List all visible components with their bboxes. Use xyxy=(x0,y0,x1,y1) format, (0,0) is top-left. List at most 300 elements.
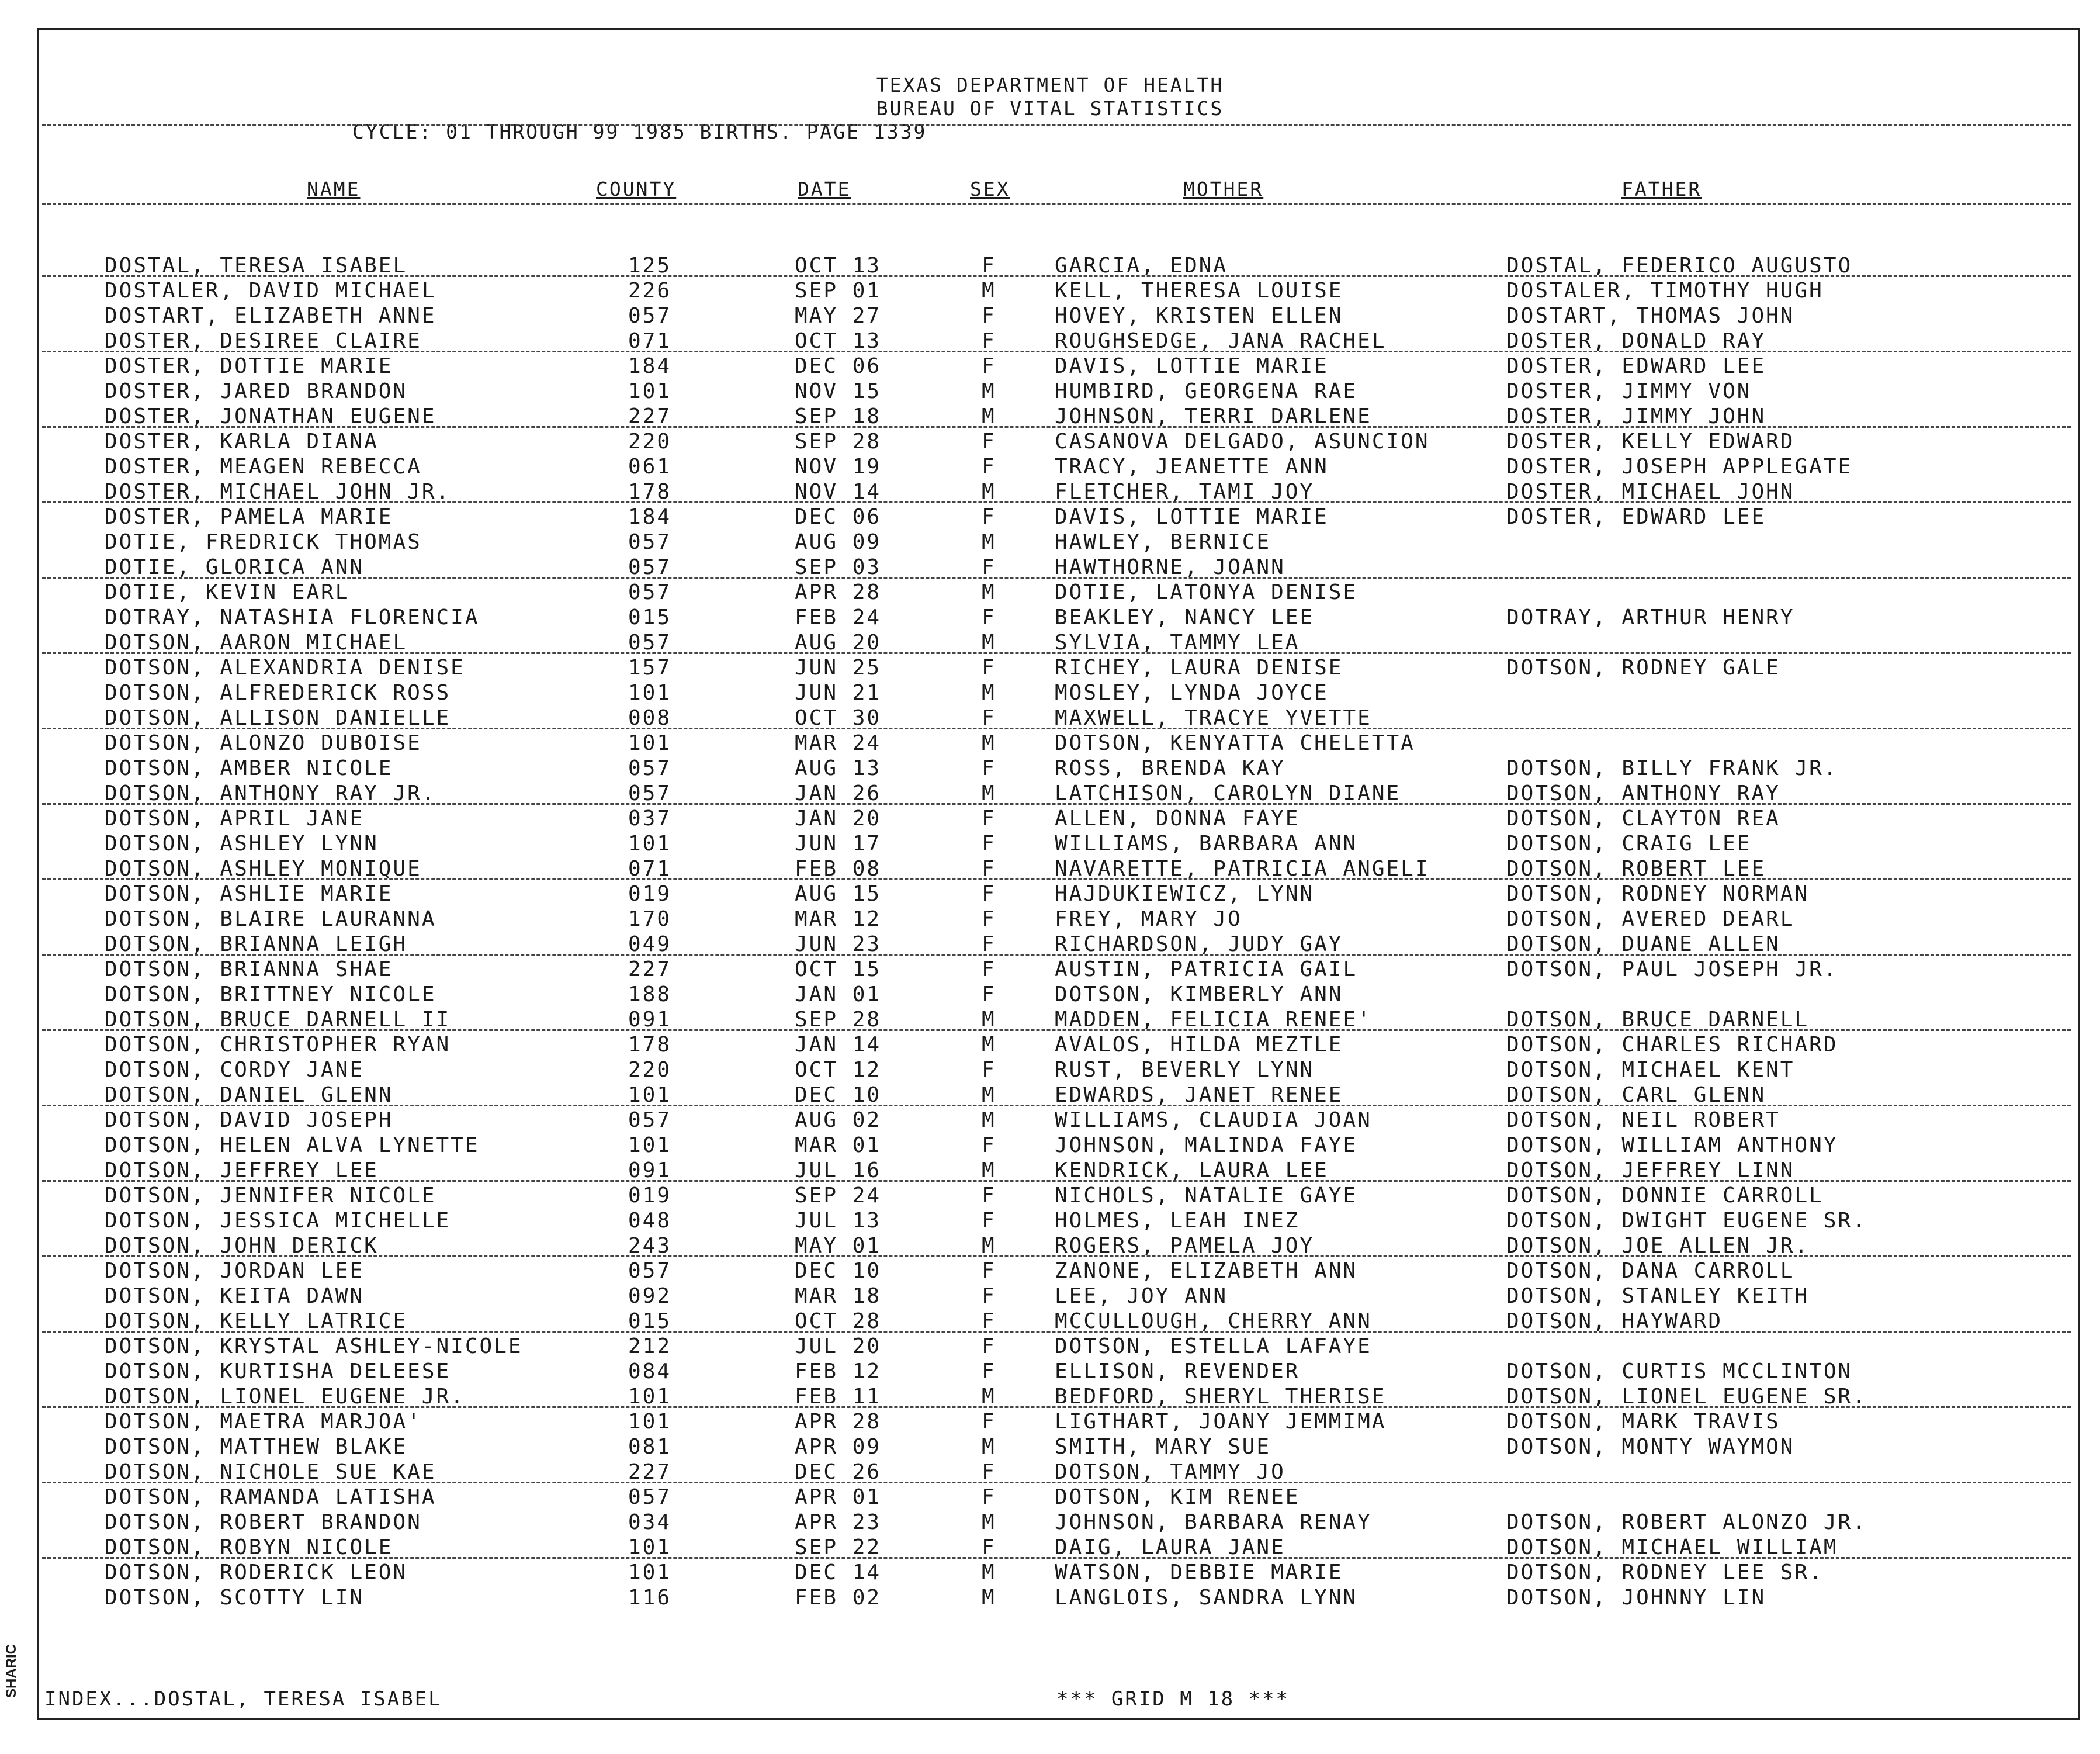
table-row xyxy=(0,530,2100,555)
cell-sex: M xyxy=(982,1234,996,1258)
cell-county: 178 xyxy=(628,480,672,504)
table-row xyxy=(0,379,2100,404)
cell-county: 184 xyxy=(628,505,672,529)
cell-sex: F xyxy=(982,1209,996,1233)
cell-father: DOSTER, JIMMY VON xyxy=(1506,379,1752,403)
cell-date: DEC 10 xyxy=(795,1083,882,1107)
cell-name: DOTSON, RODERICK LEON xyxy=(105,1561,408,1585)
department-title: TEXAS DEPARTMENT OF HEALTH xyxy=(876,74,1224,96)
cell-date: JUN 25 xyxy=(795,656,882,680)
cell-date: AUG 02 xyxy=(795,1108,882,1132)
row-group-rule xyxy=(42,1331,2071,1333)
cell-date: AUG 20 xyxy=(795,631,882,655)
cell-father: DOTSON, HAYWARD xyxy=(1506,1309,1723,1333)
table-row xyxy=(0,1359,2100,1384)
cell-sex: M xyxy=(982,681,996,705)
cell-mother: RUST, BEVERLY LYNN xyxy=(1055,1058,1315,1082)
cell-name: DOTSON, ALEXANDRIA DENISE xyxy=(105,656,465,680)
cell-name: DOTSON, DANIEL GLENN xyxy=(105,1083,393,1107)
cell-sex: M xyxy=(982,731,996,755)
cell-name: DOTSON, ASHLEY LYNN xyxy=(105,832,379,856)
cell-name: DOTSON, BRIANNA LEIGH xyxy=(105,932,408,956)
table-row xyxy=(0,1284,2100,1309)
cell-county: 061 xyxy=(628,455,672,479)
cell-date: MAR 18 xyxy=(795,1284,882,1308)
cell-name: DOTSON, KEITA DAWN xyxy=(105,1284,365,1308)
cell-father: DOTSON, BRUCE DARNELL xyxy=(1506,1008,1810,1032)
cell-father: DOTSON, DUANE ALLEN xyxy=(1506,932,1780,956)
table-row xyxy=(0,1208,2100,1233)
table-row xyxy=(0,1510,2100,1535)
cell-mother: HAWTHORNE, JOANN xyxy=(1055,555,1285,579)
col-header-date: DATE xyxy=(798,178,851,200)
cell-mother: ELLISON, REVENDER xyxy=(1055,1359,1300,1383)
row-group-rule xyxy=(42,1029,2071,1031)
cell-county: 057 xyxy=(628,756,672,780)
cell-mother: DOTSON, KIM RENEE xyxy=(1055,1485,1300,1509)
cell-father: DOTSON, WILLIAM ANTHONY xyxy=(1506,1133,1838,1157)
cell-name: DOTSON, RAMANDA LATISHA xyxy=(105,1485,436,1509)
table-row xyxy=(0,1082,2100,1108)
cell-sex: M xyxy=(982,279,996,303)
cell-mother: NAVARETTE, PATRICIA ANGELI xyxy=(1055,857,1430,881)
cell-name: DOTSON, HELEN ALVA LYNETTE xyxy=(105,1133,480,1157)
cell-name: DOTSON, JESSICA MICHELLE xyxy=(105,1209,451,1233)
cell-father: DOTSON, ROBERT LEE xyxy=(1506,857,1766,881)
cell-mother: BEAKLEY, NANCY LEE xyxy=(1055,606,1315,629)
cell-county: 101 xyxy=(628,681,672,705)
cell-name: DOSTER, PAMELA MARIE xyxy=(105,505,393,529)
cell-county: 101 xyxy=(628,832,672,856)
cell-date: OCT 15 xyxy=(795,957,882,981)
cell-date: JUL 16 xyxy=(795,1158,882,1182)
cell-mother: WATSON, DEBBIE MARIE xyxy=(1055,1561,1343,1585)
cell-mother: FREY, MARY JO xyxy=(1055,907,1242,931)
cell-name: DOSTER, MICHAEL JOHN JR. xyxy=(105,480,451,504)
table-row xyxy=(0,404,2100,429)
cell-date: APR 23 xyxy=(795,1510,882,1534)
cell-sex: F xyxy=(982,656,996,680)
row-group-rule xyxy=(42,1406,2071,1408)
row-group-rule xyxy=(42,954,2071,956)
cell-mother: HAWLEY, BERNICE xyxy=(1055,530,1271,554)
cell-county: 091 xyxy=(628,1158,672,1182)
cell-father: DOSTALER, TIMOTHY HUGH xyxy=(1506,279,1824,303)
cell-county: 057 xyxy=(628,580,672,604)
cell-name: DOTSON, ASHLIE MARIE xyxy=(105,882,393,906)
cell-sex: F xyxy=(982,932,996,956)
row-group-rule xyxy=(42,652,2071,654)
cell-father: DOTSON, CARL GLENN xyxy=(1506,1083,1766,1107)
cell-sex: M xyxy=(982,480,996,504)
table-row xyxy=(0,881,2100,907)
cell-mother: FLETCHER, TAMI JOY xyxy=(1055,480,1315,504)
cell-mother: MAXWELL, TRACYE YVETTE xyxy=(1055,706,1372,730)
table-row xyxy=(0,504,2100,530)
cell-sex: M xyxy=(982,1385,996,1409)
table-row xyxy=(0,1057,2100,1082)
cell-father: DOSTAL, FEDERICO AUGUSTO xyxy=(1506,254,1853,278)
cell-sex: F xyxy=(982,455,996,479)
cell-mother: WILLIAMS, BARBARA ANN xyxy=(1055,832,1358,856)
cell-date: JAN 26 xyxy=(795,781,882,805)
cell-sex: F xyxy=(982,606,996,629)
cell-mother: DAIG, LAURA JANE xyxy=(1055,1535,1285,1559)
cell-name: DOSTER, JONATHAN EUGENE xyxy=(105,404,436,428)
table-row xyxy=(0,957,2100,982)
cell-county: 243 xyxy=(628,1234,672,1258)
col-header-mother: MOTHER xyxy=(1183,178,1264,200)
cell-mother: MADDEN, FELICIA RENEE' xyxy=(1055,1008,1372,1032)
row-group-rule xyxy=(42,878,2071,880)
cell-mother: RICHARDSON, JUDY GAY xyxy=(1055,932,1343,956)
table-row xyxy=(0,278,2100,303)
cell-date: SEP 18 xyxy=(795,404,882,428)
cell-sex: F xyxy=(982,1184,996,1208)
cell-mother: DOTIE, LATONYA DENISE xyxy=(1055,580,1358,604)
cell-county: 212 xyxy=(628,1334,672,1358)
cell-father: DOTSON, AVERED DEARL xyxy=(1506,907,1795,931)
cell-date: FEB 02 xyxy=(795,1586,882,1610)
cell-date: AUG 09 xyxy=(795,530,882,554)
cell-sex: F xyxy=(982,1259,996,1283)
cell-father: DOTSON, PAUL JOSEPH JR. xyxy=(1506,957,1838,981)
cell-date: OCT 28 xyxy=(795,1309,882,1333)
table-row xyxy=(0,1585,2100,1610)
table-row xyxy=(0,605,2100,630)
cell-name: DOTSON, KELLY LATRICE xyxy=(105,1309,408,1333)
cell-mother: ZANONE, ELIZABETH ANN xyxy=(1055,1259,1358,1283)
cell-name: DOTSON, ASHLEY MONIQUE xyxy=(105,857,422,881)
cell-mother: KENDRICK, LAURA LEE xyxy=(1055,1158,1329,1182)
footer-index: INDEX...DOSTAL, TERESA ISABEL xyxy=(44,1687,442,1711)
cell-sex: F xyxy=(982,1058,996,1082)
cell-father: DOTSON, CHARLES RICHARD xyxy=(1506,1033,1838,1057)
cell-date: APR 09 xyxy=(795,1435,882,1459)
cell-date: FEB 08 xyxy=(795,857,882,881)
cell-sex: M xyxy=(982,1435,996,1459)
cell-county: 091 xyxy=(628,1008,672,1032)
cell-county: 227 xyxy=(628,404,672,428)
cell-name: DOSTER, JARED BRANDON xyxy=(105,379,408,403)
cell-father: DOTSON, JEFFREY LINN xyxy=(1506,1158,1795,1182)
table-row xyxy=(0,1233,2100,1258)
cell-county: 227 xyxy=(628,1460,672,1484)
cell-date: SEP 03 xyxy=(795,555,882,579)
cell-sex: F xyxy=(982,1359,996,1383)
table-row xyxy=(0,932,2100,957)
cell-name: DOSTAL, TERESA ISABEL xyxy=(105,254,408,278)
cell-mother: EDWARDS, JANET RENEE xyxy=(1055,1083,1343,1107)
cell-name: DOTIE, GLORICA ANN xyxy=(105,555,365,579)
cell-county: 101 xyxy=(628,1083,672,1107)
cell-mother: MCCULLOUGH, CHERRY ANN xyxy=(1055,1309,1372,1333)
cell-name: DOTSON, ROBERT BRANDON xyxy=(105,1510,422,1534)
cell-name: DOTSON, AMBER NICOLE xyxy=(105,756,393,780)
cell-county: 125 xyxy=(628,254,672,278)
cell-name: DOTSON, ANTHONY RAY JR. xyxy=(105,781,436,805)
table-row xyxy=(0,1434,2100,1459)
cell-sex: F xyxy=(982,1284,996,1308)
cell-father: DOSTART, THOMAS JOHN xyxy=(1506,304,1795,328)
cell-county: 101 xyxy=(628,731,672,755)
cell-sex: M xyxy=(982,1158,996,1182)
table-row xyxy=(0,856,2100,881)
cell-mother: RICHEY, LAURA DENISE xyxy=(1055,656,1343,680)
cell-name: DOTSON, JOHN DERICK xyxy=(105,1234,379,1258)
cell-father: DOTSON, RODNEY GALE xyxy=(1506,656,1780,680)
cell-sex: F xyxy=(982,1535,996,1559)
cell-county: 101 xyxy=(628,1385,672,1409)
table-row xyxy=(0,1560,2100,1585)
cell-mother: DOTSON, TAMMY JO xyxy=(1055,1460,1285,1484)
cell-mother: JOHNSON, BARBARA RENAY xyxy=(1055,1510,1372,1534)
cell-name: DOTIE, KEVIN EARL xyxy=(105,580,350,604)
cell-county: 037 xyxy=(628,807,672,831)
cell-name: DOTSON, NICHOLE SUE KAE xyxy=(105,1460,436,1484)
cell-county: 057 xyxy=(628,631,672,655)
cell-mother: DOTSON, ESTELLA LAFAYE xyxy=(1055,1334,1372,1358)
cell-county: 015 xyxy=(628,1309,672,1333)
table-row xyxy=(0,303,2100,328)
cell-sex: M xyxy=(982,379,996,403)
cell-county: 008 xyxy=(628,706,672,730)
table-row xyxy=(0,756,2100,781)
cell-name: DOTSON, BRIANNA SHAE xyxy=(105,957,393,981)
cell-county: 178 xyxy=(628,1033,672,1057)
cell-sex: F xyxy=(982,354,996,378)
cell-mother: ROSS, BRENDA KAY xyxy=(1055,756,1285,780)
cell-father: DOTSON, RODNEY LEE SR. xyxy=(1506,1561,1824,1585)
cell-mother: LIGTHART, JOANY JEMMIMA xyxy=(1055,1410,1387,1434)
cell-sex: F xyxy=(982,1410,996,1434)
cell-date: OCT 12 xyxy=(795,1058,882,1082)
table-row xyxy=(0,1535,2100,1560)
cell-county: 057 xyxy=(628,1259,672,1283)
cell-date: SEP 22 xyxy=(795,1535,882,1559)
table-row xyxy=(0,1258,2100,1284)
cell-name: DOSTER, DESIREE CLAIRE xyxy=(105,329,422,353)
cell-mother: KELL, THERESA LOUISE xyxy=(1055,279,1343,303)
col-header-name: NAME xyxy=(307,178,361,200)
cell-date: DEC 10 xyxy=(795,1259,882,1283)
cell-father: DOSTER, JOSEPH APPLEGATE xyxy=(1506,455,1853,479)
cell-county: 019 xyxy=(628,1184,672,1208)
cell-father: DOSTER, EDWARD LEE xyxy=(1506,354,1766,378)
cell-sex: F xyxy=(982,1133,996,1157)
row-group-rule xyxy=(42,426,2071,428)
cell-date: MAY 01 xyxy=(795,1234,882,1258)
cell-name: DOSTART, ELIZABETH ANNE xyxy=(105,304,436,328)
cell-date: FEB 11 xyxy=(795,1385,882,1409)
cell-name: DOTSON, JENNIFER NICOLE xyxy=(105,1184,436,1208)
cell-date: APR 01 xyxy=(795,1485,882,1509)
cell-father: DOTSON, BILLY FRANK JR. xyxy=(1506,756,1838,780)
cell-date: SEP 28 xyxy=(795,1008,882,1032)
cell-name: DOTSON, ALONZO DUBOISE xyxy=(105,731,422,755)
cell-father: DOTSON, DONNIE CARROLL xyxy=(1506,1184,1824,1208)
table-row xyxy=(0,680,2100,705)
cell-mother: AVALOS, HILDA MEZTLE xyxy=(1055,1033,1343,1057)
cell-sex: F xyxy=(982,832,996,856)
table-row xyxy=(0,354,2100,379)
cell-sex: F xyxy=(982,1309,996,1333)
cell-county: 116 xyxy=(628,1586,672,1610)
cell-county: 071 xyxy=(628,329,672,353)
cell-date: MAY 27 xyxy=(795,304,882,328)
cell-father: DOTSON, MICHAEL WILLIAM xyxy=(1506,1535,1838,1559)
table-row xyxy=(0,630,2100,655)
col-header-father: FATHER xyxy=(1621,178,1702,200)
col-header-county: COUNTY xyxy=(596,178,677,200)
cell-county: 226 xyxy=(628,279,672,303)
cell-name: DOTSON, ALFREDERICK ROSS xyxy=(105,681,451,705)
cell-mother: NICHOLS, NATALIE GAYE xyxy=(1055,1184,1358,1208)
cell-sex: F xyxy=(982,1460,996,1484)
cell-county: 084 xyxy=(628,1359,672,1383)
table-row xyxy=(0,831,2100,856)
cell-sex: F xyxy=(982,706,996,730)
cell-date: NOV 14 xyxy=(795,480,882,504)
cell-date: MAR 01 xyxy=(795,1133,882,1157)
cell-date: MAR 12 xyxy=(795,907,882,931)
cell-sex: F xyxy=(982,857,996,881)
cell-county: 101 xyxy=(628,379,672,403)
cell-date: SEP 24 xyxy=(795,1184,882,1208)
cell-mother: WILLIAMS, CLAUDIA JOAN xyxy=(1055,1108,1372,1132)
cell-mother: HOVEY, KRISTEN ELLEN xyxy=(1055,304,1343,328)
cell-mother: ALLEN, DONNA FAYE xyxy=(1055,807,1300,831)
cell-name: DOTSON, JORDAN LEE xyxy=(105,1259,365,1283)
cell-sex: F xyxy=(982,907,996,931)
cell-sex: M xyxy=(982,1083,996,1107)
cell-county: 057 xyxy=(628,530,672,554)
cell-father: DOTSON, DANA CARROLL xyxy=(1506,1259,1795,1283)
cell-county: 057 xyxy=(628,1485,672,1509)
cell-mother: DOTSON, KIMBERLY ANN xyxy=(1055,982,1343,1006)
cell-name: DOTSON, LIONEL EUGENE JR. xyxy=(105,1385,465,1409)
cell-name: DOTIE, FREDRICK THOMAS xyxy=(105,530,422,554)
table-row xyxy=(0,1158,2100,1183)
cell-sex: M xyxy=(982,404,996,428)
footer-grid: *** GRID M 18 *** xyxy=(1056,1687,1290,1711)
bureau-title: BUREAU OF VITAL STATISTICS xyxy=(876,97,1224,120)
cell-name: DOTSON, MAETRA MARJOA' xyxy=(105,1410,422,1434)
row-group-rule xyxy=(42,501,2071,503)
cell-date: APR 28 xyxy=(795,580,882,604)
cell-father: DOTSON, ANTHONY RAY xyxy=(1506,781,1780,805)
cell-name: DOSTER, DOTTIE MARIE xyxy=(105,354,393,378)
cell-mother: GARCIA, EDNA xyxy=(1055,254,1228,278)
cell-mother: SMITH, MARY SUE xyxy=(1055,1435,1271,1459)
row-group-rule xyxy=(42,1105,2071,1106)
table-row xyxy=(0,1334,2100,1359)
cell-county: 184 xyxy=(628,354,672,378)
cell-mother: AUSTIN, PATRICIA GAIL xyxy=(1055,957,1358,981)
cell-date: DEC 06 xyxy=(795,354,882,378)
row-group-rule xyxy=(42,275,2071,277)
cell-father: DOTSON, MARK TRAVIS xyxy=(1506,1410,1780,1434)
cell-mother: BEDFORD, SHERYL THERISE xyxy=(1055,1385,1387,1409)
cell-name: DOTSON, ALLISON DANIELLE xyxy=(105,706,451,730)
table-row xyxy=(0,580,2100,605)
cell-father: DOTSON, CLAYTON REA xyxy=(1506,807,1780,831)
table-row xyxy=(0,781,2100,806)
cell-father: DOSTER, JIMMY JOHN xyxy=(1506,404,1766,428)
row-group-rule xyxy=(42,728,2071,729)
cell-name: DOTSON, BRITTNEY NICOLE xyxy=(105,982,436,1006)
cell-date: JUL 13 xyxy=(795,1209,882,1233)
cell-name: DOTRAY, NATASHIA FLORENCIA xyxy=(105,606,480,629)
cell-date: OCT 30 xyxy=(795,706,882,730)
cell-date: DEC 06 xyxy=(795,505,882,529)
table-row xyxy=(0,1133,2100,1158)
table-row xyxy=(0,907,2100,932)
cell-father: DOTSON, ROBERT ALONZO JR. xyxy=(1506,1510,1867,1534)
cell-name: DOSTER, KARLA DIANA xyxy=(105,430,379,454)
cell-county: 101 xyxy=(628,1410,672,1434)
cell-father: DOSTER, DONALD RAY xyxy=(1506,329,1766,353)
cell-date: MAR 24 xyxy=(795,731,882,755)
cell-date: AUG 13 xyxy=(795,756,882,780)
table-row xyxy=(0,1384,2100,1409)
cell-county: 057 xyxy=(628,555,672,579)
cell-county: 057 xyxy=(628,1108,672,1132)
cell-father: DOTSON, NEIL ROBERT xyxy=(1506,1108,1780,1132)
table-row xyxy=(0,705,2100,731)
cell-mother: JOHNSON, MALINDA FAYE xyxy=(1055,1133,1358,1157)
col-header-sex: SEX xyxy=(970,178,1010,200)
cell-name: DOTSON, BLAIRE LAURANNA xyxy=(105,907,436,931)
cell-name: DOTSON, CHRISTOPHER RYAN xyxy=(105,1033,451,1057)
cell-sex: M xyxy=(982,781,996,805)
cell-sex: M xyxy=(982,1561,996,1585)
cell-date: DEC 14 xyxy=(795,1561,882,1585)
cell-mother: LATCHISON, CAROLYN DIANE xyxy=(1055,781,1401,805)
cell-name: DOSTER, MEAGEN REBECCA xyxy=(105,455,422,479)
side-label: SHARIC xyxy=(4,1644,19,1698)
cell-county: 081 xyxy=(628,1435,672,1459)
cell-name: DOTSON, BRUCE DARNELL II xyxy=(105,1008,451,1032)
table-row xyxy=(0,555,2100,580)
table-row xyxy=(0,1183,2100,1208)
cell-father: DOTSON, JOHNNY LIN xyxy=(1506,1586,1766,1610)
table-row xyxy=(0,1108,2100,1133)
cell-sex: M xyxy=(982,1510,996,1534)
cell-father: DOTSON, RODNEY NORMAN xyxy=(1506,882,1810,906)
cell-county: 049 xyxy=(628,932,672,956)
table-row xyxy=(0,429,2100,454)
cell-mother: CASANOVA DELGADO, ASUNCION xyxy=(1055,430,1430,454)
cell-sex: M xyxy=(982,1108,996,1132)
cell-sex: M xyxy=(982,1033,996,1057)
table-row xyxy=(0,454,2100,479)
cell-county: 220 xyxy=(628,1058,672,1082)
cell-date: JAN 20 xyxy=(795,807,882,831)
cell-mother: HUMBIRD, GEORGENA RAE xyxy=(1055,379,1358,403)
cell-name: DOTSON, AARON MICHAEL xyxy=(105,631,408,655)
cell-name: DOTSON, DAVID JOSEPH xyxy=(105,1108,393,1132)
cell-name: DOTSON, MATTHEW BLAKE xyxy=(105,1435,408,1459)
table-row xyxy=(0,1409,2100,1434)
cell-sex: F xyxy=(982,430,996,454)
cell-name: DOTSON, JEFFREY LEE xyxy=(105,1158,379,1182)
cell-mother: SYLVIA, TAMMY LEA xyxy=(1055,631,1300,655)
cell-county: 227 xyxy=(628,957,672,981)
cell-date: JUN 23 xyxy=(795,932,882,956)
cell-father: DOSTER, EDWARD LEE xyxy=(1506,505,1766,529)
cell-date: NOV 19 xyxy=(795,455,882,479)
